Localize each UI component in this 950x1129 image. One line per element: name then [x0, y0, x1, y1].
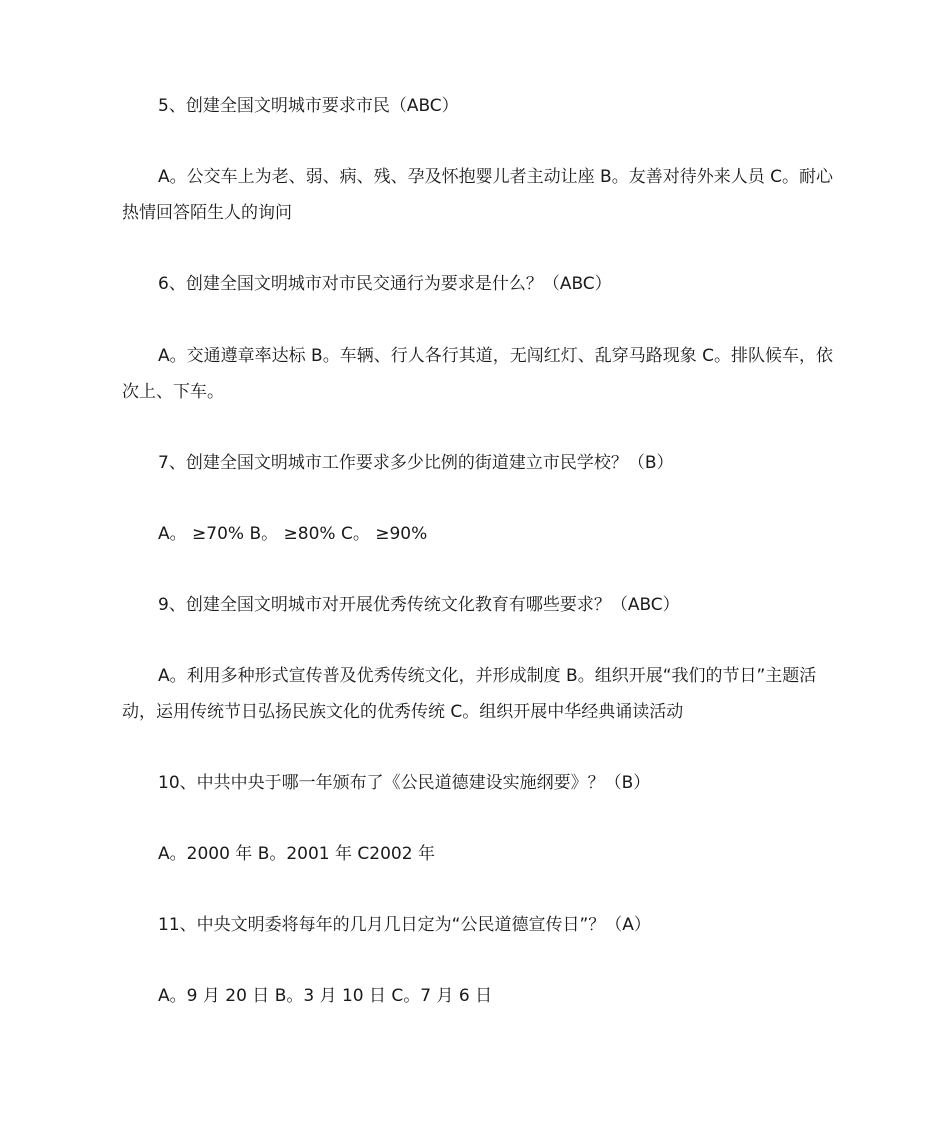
question-5: 5、创建全国文明城市要求市民（ABC）	[158, 96, 459, 116]
answer-5-options: A。公交车上为老、弱、病、残、孕及怀抱婴儿者主动让座 B。友善对待外来人员 C。耐心热情回答陌生人的询问	[122, 167, 833, 223]
question-7: 7、创建全国文明城市工作要求多少比例的街道建立市民学校？（B）	[158, 453, 674, 473]
answer-6-options: A。交通遵章率达标 B。车辆、行人各行其道，无闯红灯、乱穿马路现象 C。排队候车，依次上、下车。	[122, 346, 833, 402]
answer-9-options: A。利用多种形式宣传普及优秀传统文化，并形成制度 B。组织开展“我们的节日”主题活动，运用传统节日弘扬民族文化的优秀传统 C。组织开展中华经典诵读活动	[122, 666, 817, 722]
question-9: 9、创建全国文明城市对开展优秀传统文化教育有哪些要求？（ABC）	[158, 595, 680, 615]
question-11: 11、中央文明委将每年的几月几日定为“公民道德宣传日”？（A）	[158, 915, 651, 935]
answer-10-options: A。2000 年 B。2001 年 C2002 年	[158, 844, 435, 864]
question-10: 10、中共中央于哪一年颁布了《公民道德建设实施纲要》？（B）	[158, 773, 651, 793]
answer-7-options: A。 ≥70% B。 ≥80% C。 ≥90%	[158, 524, 428, 544]
question-6: 6、创建全国文明城市对市民交通行为要求是什么？（ABC）	[158, 274, 612, 294]
answer-11-options: A。9 月 20 日 B。3 月 10 日 C。7 月 6 日	[158, 986, 493, 1006]
